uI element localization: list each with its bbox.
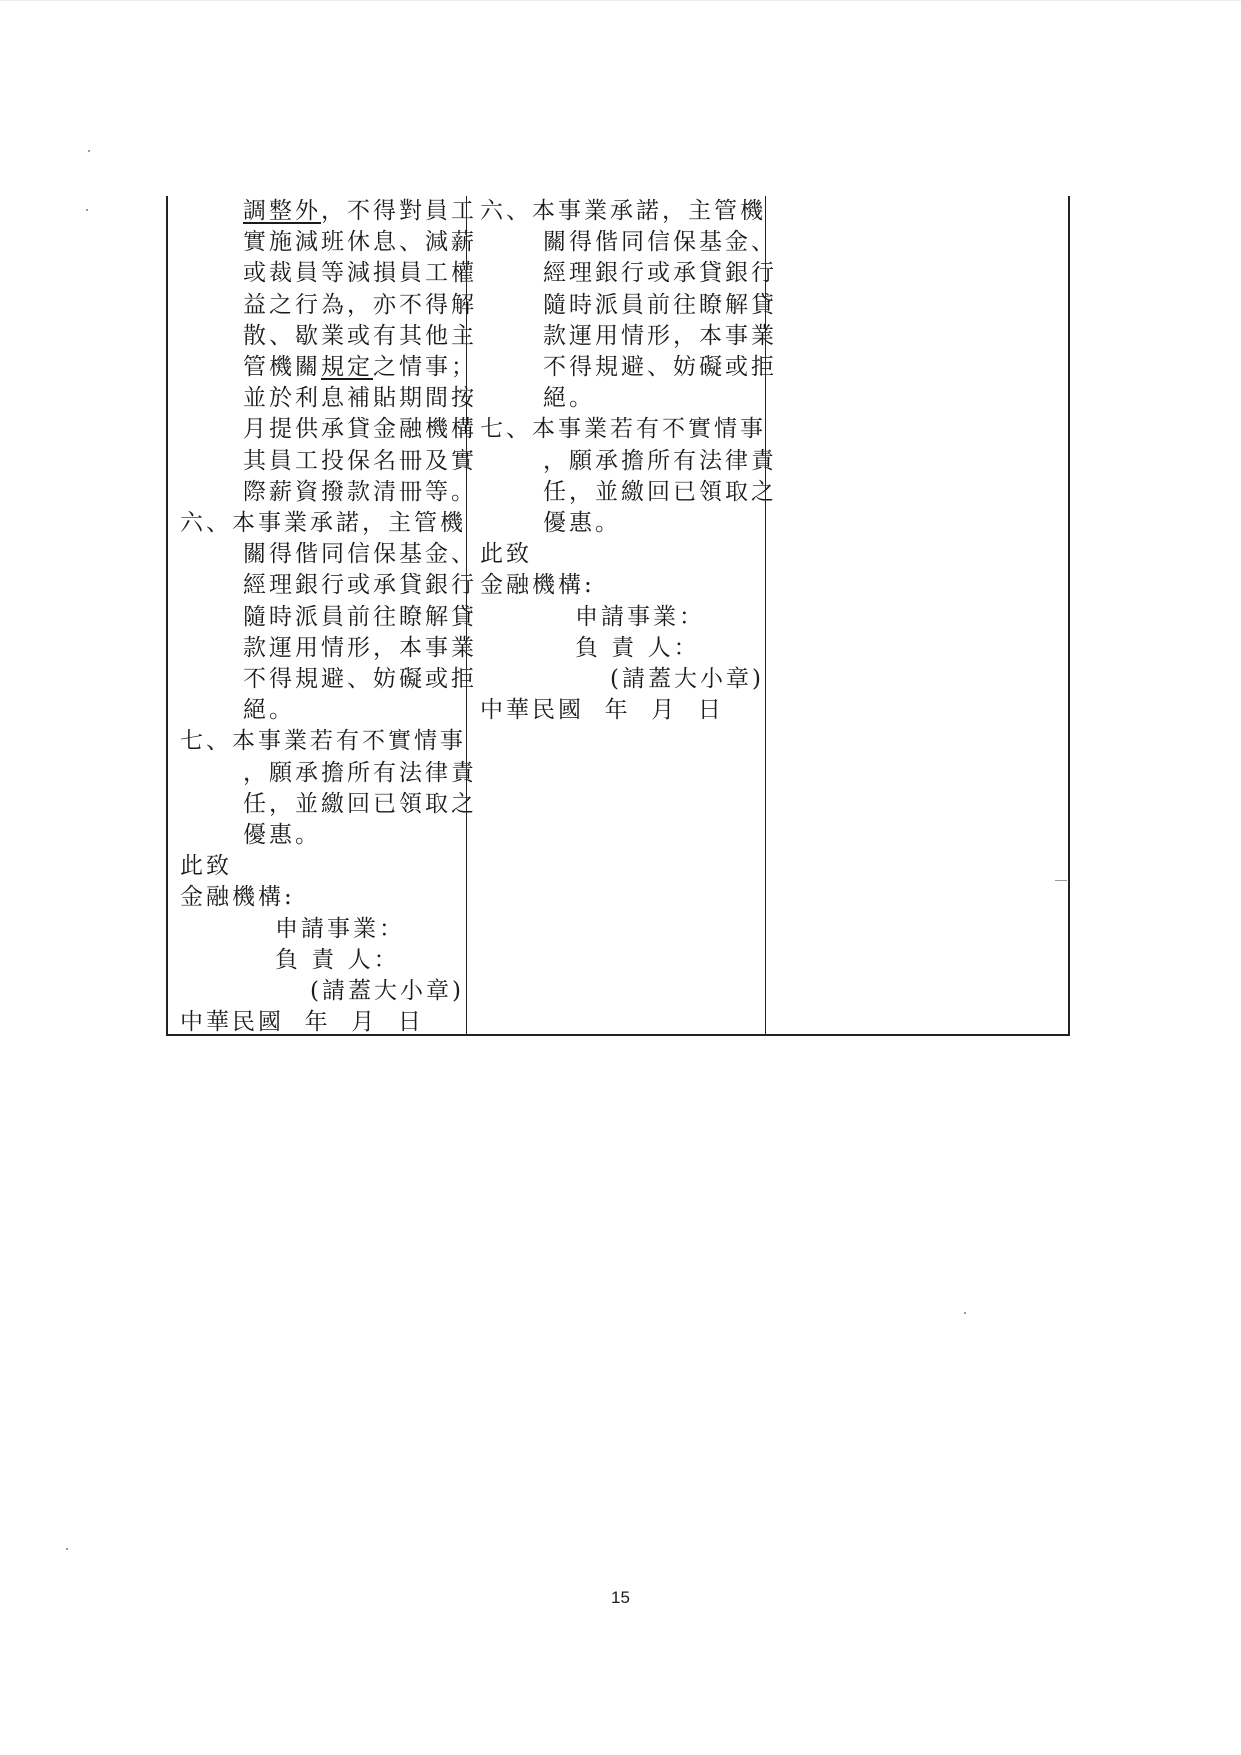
text-line: 經理銀行或承貸銀行 bbox=[243, 572, 477, 599]
text-line: 際薪資撥款清冊等。 bbox=[243, 478, 477, 505]
scan-speck bbox=[86, 209, 88, 211]
text-line: 優惠。 bbox=[543, 510, 621, 537]
date-line: 中華民國 年 月 日 bbox=[180, 1009, 424, 1036]
text-line: 優惠。 bbox=[243, 822, 321, 849]
text-line: 任，並繳回已領取之 bbox=[543, 478, 777, 505]
text-line: 實施減班休息、減薪 bbox=[243, 229, 477, 256]
date-line: 中華民國 年 月 日 bbox=[480, 697, 724, 724]
text-line: 款運用情形，本事業 bbox=[543, 322, 777, 349]
item-six-heading: 六、本事業承諾，主管機 bbox=[180, 510, 466, 537]
text-line: 關得偕同信保基金、 bbox=[243, 541, 477, 568]
text-line: 任，並繳回已領取之 bbox=[243, 790, 477, 817]
text-line: 散、歇業或有其他主 bbox=[243, 322, 477, 349]
applicant-label: 申請事業： bbox=[575, 603, 705, 630]
applicant-label: 申請事業： bbox=[275, 915, 405, 942]
item-seven-heading: 七、本事業若有不實情事 bbox=[180, 728, 466, 755]
institution-label: 金融機構: bbox=[180, 884, 295, 911]
responsible-person-label: 負 責 人： bbox=[275, 946, 400, 973]
text-line: 不得規避、妨礙或拒 bbox=[543, 354, 777, 381]
closing-text: 此致 bbox=[180, 853, 232, 880]
text-line: 其員工投保名冊及實 bbox=[243, 447, 477, 474]
item-seven-heading: 七、本事業若有不實情事 bbox=[480, 416, 766, 443]
column-2 bbox=[480, 196, 777, 726]
continuation-line: 調整外，不得對員工 bbox=[243, 198, 477, 224]
item-six-heading: 六、本事業承諾，主管機 bbox=[480, 198, 766, 224]
text-line: 隨時派員前往瞭解貸 bbox=[543, 291, 777, 318]
scan-edge bbox=[0, 0, 1241, 1]
text-line: 關得偕同信保基金、 bbox=[543, 229, 777, 256]
scan-speck bbox=[1055, 880, 1067, 881]
column-1 bbox=[180, 196, 477, 1038]
scan-speck bbox=[88, 150, 90, 152]
responsible-person-label: 負 責 人： bbox=[575, 634, 700, 661]
text-line: 絕。 bbox=[543, 385, 595, 412]
text-line: 絕。 bbox=[243, 697, 295, 724]
seal-note: (請蓋大小章) bbox=[610, 666, 764, 693]
underlined-text: 規定 bbox=[321, 354, 373, 381]
text-line: 不得規避、妨礙或拒 bbox=[243, 666, 477, 693]
text-line: 益之行為，亦不得解 bbox=[243, 291, 477, 318]
text-line: 經理銀行或承貸銀行 bbox=[543, 260, 777, 287]
institution-label: 金融機構: bbox=[480, 572, 595, 599]
page-number: 15 bbox=[611, 1588, 630, 1607]
closing-text: 此致 bbox=[480, 541, 532, 568]
text-line: 月提供承貸金融機構 bbox=[243, 416, 477, 443]
underlined-text: 調整外 bbox=[243, 198, 321, 224]
text-line: 隨時派員前往瞭解貸 bbox=[243, 603, 477, 630]
scan-speck bbox=[964, 1312, 966, 1314]
text-line: 或裁員等減損員工權 bbox=[243, 260, 477, 287]
text-line: 管機關規定之情事； bbox=[243, 354, 477, 381]
text-line: 並於利息補貼期間按 bbox=[243, 385, 477, 412]
text-line: 款運用情形，本事業 bbox=[243, 634, 477, 661]
seal-note: (請蓋大小章) bbox=[310, 978, 464, 1005]
text-line: ，願承擔所有法律責 bbox=[543, 447, 777, 474]
scan-speck bbox=[66, 1548, 68, 1550]
column-3-empty bbox=[768, 196, 1068, 1034]
text-line: ，願承擔所有法律責 bbox=[243, 759, 477, 786]
